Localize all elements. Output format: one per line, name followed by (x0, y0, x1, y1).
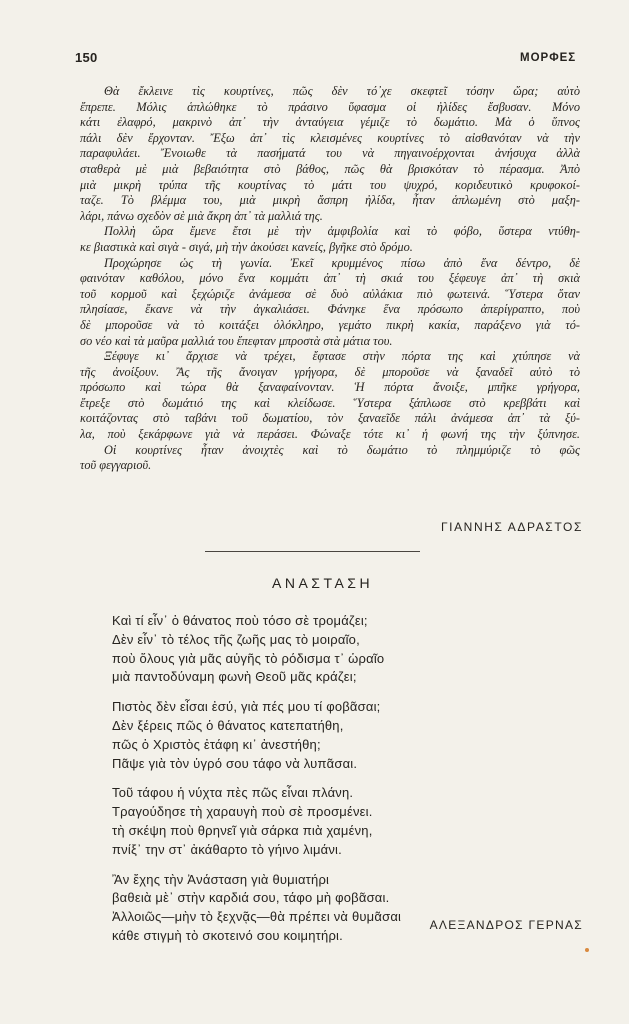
poem-stanza (112, 698, 592, 773)
poem-stanza (112, 871, 592, 946)
poem-author: ΑΛΕΞΑΝΔΡΟΣ ΓΕΡΝΑΣ (429, 918, 583, 932)
story-line: πάλι δὲν ἔρχονταν. Ἔξω ἀπ᾽ τὶς κλεισμένες κουρτίνες τὸ αἰσθανόταν νὰ τὴν (80, 130, 580, 145)
story-line: τῆς ἀνοίξουν. Ἂς τῆς ἄνοιγαν γρήγορα, δὲ μποροῦσε νὰ ξαναδεῖ αὐτὸ τὸ (80, 364, 580, 379)
section-divider (205, 551, 420, 552)
story-line: Πολλὴ ὥρα ἔμενε ἔτσι μὲ τὴν ἀμφιβολία καὶ τὸ φόβο, ὕστερα ντύθη- (104, 224, 580, 239)
story-line: κε βιαστικὰ καὶ σιγὰ - σιγά, μὴ τὴν ἀκούσει κανείς, βγῆκε στὸ δρόμο. (80, 239, 413, 254)
story-line: πλησίασε, ἔκανε νὰ τὴν ἀγκαλιάσει. Φάνηκε ἕνα πρόσωπο ἀπερίγραπτο, ποὺ (80, 302, 580, 317)
story-line: ἔτρεξε στὸ δωμάτιό της καὶ κλείδωσε. Ὕστερα ξάπλωσε στὸ κρεββάτι καὶ (80, 395, 580, 410)
story-line: λάρι, πάνω σχεδὸν σὲ μιὰ ἄκρη ἀπ᾽ τὰ μαλλιά της. (80, 208, 323, 223)
poem-verse: Τοῦ τάφου ἡ νύχτα πὲς πῶς εἶναι πλάνη. (112, 785, 354, 801)
poem-verse: κάθε στιγμὴ τὸ σκοτεινό σου κοιμητήρι. (112, 927, 343, 943)
poem-verse: πῶς ὁ Χριστὸς ἐτάφη κι᾽ ἀνεστήθη; (112, 736, 321, 752)
poem-verse: Πᾶψε γιὰ τὸν ὑγρό σου τάφο νὰ λυπᾶσαι. (112, 755, 358, 771)
story-line: δὲ μποροῦσε νὰ τὸ κοιτάξει ὁλόκληρο, γεμάτο πικρὴ κακία, παράξενο γιὰ τό- (80, 317, 580, 332)
story-line: Προχώρησε ὡς τὴ γωνία. Ἐκεῖ κρυμμένος πίσω ἀπὸ ἕνα δέντρο, δὲ (104, 255, 580, 270)
poem-verse: Ἀλλοιῶς—μὴν τὸ ξεχνᾷς—θὰ πρέπει νὰ θυμᾶσαι (112, 909, 402, 925)
poem-body (112, 612, 592, 957)
poem-verse: Πιστὸς δὲν εἶσαι ἐσύ, γιὰ πές μου τί φοβᾶσαι; (112, 699, 381, 715)
page-number: 150 (75, 50, 98, 65)
story-line: σταθερὰ μὲ μιὰ βεβαιότητα στὸ βάθος, πῶς θὰ βρισκόταν τὸ πέρασμα. Ἀπὸ (80, 161, 580, 176)
story-line: Θὰ ἔκλεινε τὶς κουρτίνες, πῶς δὲν τό᾽χε σκεφτεῖ τόσην ὥρα; αὐτὸ (104, 84, 580, 98)
story-line: παραφυλάει. Ἔνοιωθε τὰ πασήματά του νὰ πηγαινοέρχονται ἀνήσυχα ἀλλὰ (80, 146, 580, 161)
story-line: τοῦ φεγγαριοῦ. (80, 458, 152, 473)
story-text (80, 84, 580, 474)
story-line: Ξέφυγε κι᾽ ἄρχισε νὰ τρέχει, ἔφτασε στὴν πόρτα της καὶ χτύπησε νὰ (104, 349, 580, 364)
story-author: ΓΙΑΝΝΗΣ ΑΔΡΑΣΤΟΣ (440, 520, 583, 534)
poem-verse: μιὰ παντοδύναμη φωνὴ Θεοῦ μᾶς κράζει; (112, 669, 357, 685)
poem-verse: τὴ σκέψη ποὺ θρηνεῖ γιὰ σάρκα πιὰ χαμένη, (112, 822, 373, 838)
poem-verse: Ἂν ἔχης τὴν Ἀνάσταση γιὰ θυμιατήρι (112, 871, 330, 887)
poem-verse: πνίξ᾽ την στ᾽ ἀκάθαρτο τὸ γήινο λιμάνι. (112, 841, 342, 857)
story-line: κοιτάζοντας στὸ ταβάνι τοῦ δωματίου, τὸν ξαναεῖδε πάλι ἀνάμεσα ἀπ᾽ τὰ ξύ- (80, 411, 580, 426)
poem-verse: Δὲν εἶν᾽ τὸ τέλος τῆς ζωῆς μας τὸ μοιραῖο, (112, 631, 360, 647)
story-line: σο νέο καὶ τὰ μαῦρα μαλλιά του ἔπεφταν μπροστὰ στὰ μάτια του. (80, 333, 393, 348)
story-line: λα, ποὺ ξεκάρφωνε γιὰ νὰ περάσει. Φώναξε τότε κι᾽ ἡ φωνή της τὴν ξύπνησε. (80, 427, 580, 442)
story-line: ταζε. Τὸ βλέμμα του, μιὰ μικρὴ ἄσπρη ἠλίδα, ἦταν ἁπλωμένη στὸ μαξη- (80, 193, 580, 208)
poem-stanza (112, 784, 592, 859)
ink-speck (585, 948, 589, 952)
story-line: μιὰ μικρὴ τρύπα τῆς κουρτίνας τὸ μάτι του ψυχρό, κοριδευτικὸ κρυφοκοί- (80, 177, 580, 192)
poem-verse: Καὶ τί εἶν᾽ ὁ θάνατος ποὺ τόσο σὲ τρομάζει; (112, 613, 368, 628)
story-line: κάτι ἐλαφρό, μακρινὸ ἀπ᾽ τὴν ἀνταύγεια γέμιζε τὸ δωμάτιο. Μὰ ὁ ὕπνος (80, 115, 580, 130)
poem-verse: βαθειὰ μὲ᾽ στὴν καρδιά σου, τάφο μὴ φοβᾶσαι. (112, 890, 390, 906)
story-line: ἔπρεπε. Μόλις ἁπλώθηκε τὸ πράσινο ὕφασμα οἱ ἠλίδες ἔσβυσαν. Μόνο (80, 99, 580, 114)
poem-verse: Δὲν ξέρεις πῶς ὁ θάνατος κατεπατήθη, (112, 717, 344, 733)
poem-title: ΑΝΑΣΤΑΣΗ (272, 575, 374, 591)
poem-verse: Τραγούδησε τὴ χαραυγὴ ποὺ σὲ προσμένει. (112, 804, 373, 820)
poem-stanza (112, 612, 592, 687)
poem-verse: ποὺ ὅλους γιὰ μᾶς αὐγῆς τὸ ρόδισμα τ᾽ ὡραῖο (112, 650, 385, 666)
journal-title: ΜΟΡΦΕΣ (520, 52, 577, 64)
story-line: φαινόταν καθόλου, μόνο ἕνα κομμάτι ἀπ᾽ τὴ σκιά του ξέφευγε ἀπ᾽ τὴ σκιὰ (80, 271, 580, 286)
story-line: Οἱ κουρτίνες ἦταν ἀνοιχτὲς καὶ τὸ δωμάτιο τὸ πλημμύριζε τὸ φῶς (104, 442, 580, 457)
story-line: πρόσωπο καὶ τώρα θὰ ξαναφαίνονταν. Ἡ πόρτα ἄνοιξε, μπῆκε γρήγορα, (80, 380, 580, 395)
story-line: τοῦ κορμοῦ καὶ ξεχώριζε ἀνάμεσα σὲ δυὸ αὐλάκια πιὸ φωτεινά. Ὕστερα ὅταν (80, 286, 580, 301)
